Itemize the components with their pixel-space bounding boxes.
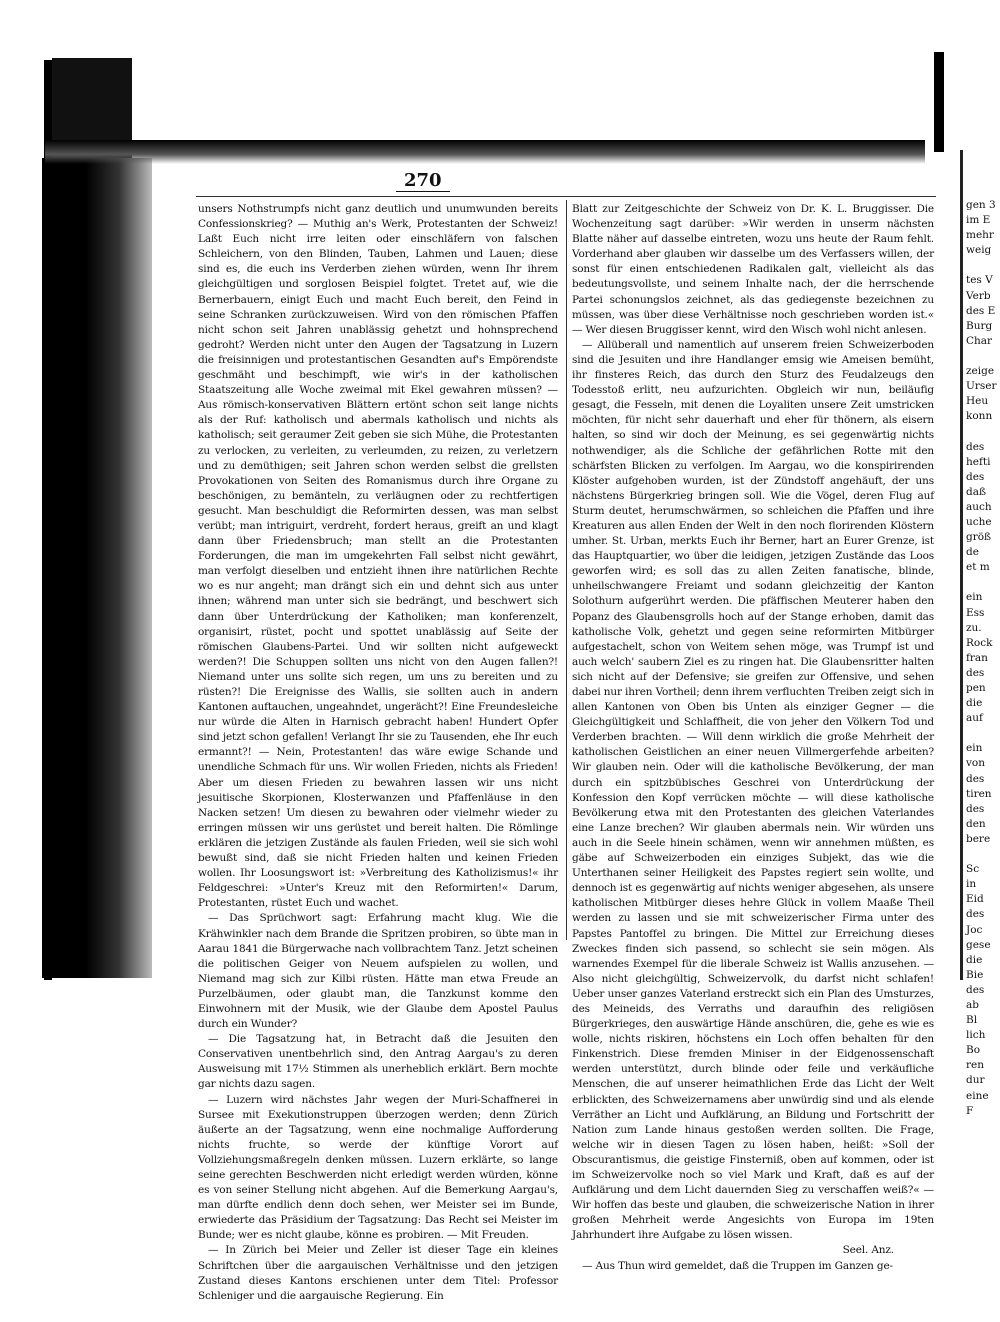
next-page-line: gen 3 xyxy=(966,199,996,211)
next-page-line: des E xyxy=(966,304,996,317)
next-page-line: tes V xyxy=(966,274,993,287)
next-page-line: des xyxy=(966,470,985,483)
paragraph: — Das Sprüchwort sagt: Erfahrung macht klug. Wie die Krähwinkler nach dem Brande die Spritzen probiren, so übte man in Aarau 1841 die Bürgerwache nach vollbrachtem Tanz. Jetzt scheinen die politischen Geiger von Neuem aufspielen zu wollen, und Niemand mag sich zur Kilbi rüsten. Hätte man etwa Freude an Purzelbäumen, oder glaubt man, die Tanzkunst komme den Einwohnern mit der Musik, wie der Glaube dem Apostel Paulus durch ein Wunder? xyxy=(198,912,558,1031)
next-page-line: Sc xyxy=(966,863,980,876)
next-page-line: im E xyxy=(966,214,991,227)
next-page-line: tiren xyxy=(966,787,992,800)
next-page-line: pen xyxy=(966,682,986,694)
next-page-line: Bl xyxy=(966,1014,978,1027)
right-column xyxy=(572,202,934,1274)
next-page-line xyxy=(966,258,1000,273)
paragraph: unsers Nothstrumpfs nicht ganz deutlich und unumwunden bereits Confessionskrieg? — Muthig an's Werk, Protestanten der Schweiz! Laßt Euch nicht irre leiten oder einschläfern von falschen Schleichern, von den Blinden, Tauben, Lahmen und Lauen; diese sind es, die euch ins Verderben ziehen würden, wenn Ihr ihrem gleichgültigen und sorglosen Beispiel folgtet. Tretet auf, wie die Bernerbauern, einigt Euch und macht Euch bereit, den Feind in seine Schranken zurückzuweisen. Wird von den römischen Pfaffen nicht schon seit Jahren unablässig gehetzt und hohnsprechend gedroht? Werden nicht unter den Augen der Tagsatzung in Luzern die freisinnigen und protestantischen Gesandten auf's Empörendste geschmäht und beschimpft, wie wir's in der katholischen Staatszeitung alle Woche zweimal mit Ekel gewahren müssen? — Aus römisch-konservativen Blättern ertönt schon seit lange nichts als der Ruf: katholisch und abermals katholisch und nichts als katholisch; seit geraumer Zeit geben sie sich Mühe, die Protestanten zu verlocken, zu verleiten, zu verleumden, zu reizen, zu verletzern und zu demüthigen; seit Jahren schon werden selbst die grellsten Provokationen von Seiten des Romanismus durch ihre Organe zu beschönigen, zu bemänteln, zu verläugnen oder zu rechtfertigen gesucht. Man beschuldigt die Reformirten dessen, was man selbst verübt; man intriguirt, verdreht, fordert heraus, greift an und klagt dann über Friedensbruch; man stellt an die Protestanten Forderungen, die man im umgekehrten Fall selbst nicht gewährt, man verfolgt dieselben und entzieht ihnen ihre natürlichen Rechte wo es nur angeht; man drängt sich ein und dehnt sich aus unter ihnen; während man unter sich sie bedrängt, und beschwert sich dann über Unterdrückung der Katholiken; man konferenzelt, organisirt, rüstet, pocht und spottet unablässig auf Seite der römischen Glaubens-Partei. Und wir sollten nicht aufgeweckt werden?! Die Schuppen sollten uns nicht von den Augen fallen?! Niemand unter uns sollte sich regen, um uns zu bereiten und zu rüsten?! Die Ereignisse des Wallis, sie sollten auch in andern Kantonen auftauchen, ungeahndet, ungerächt?! Eine Freundesleiche nur würde die Alten in Harnisch gebracht haben! Hundert Opfer sind jetzt schon gefallen! Verlangt Ihr sie zu Tausenden, ehe Ihr euch ermannt?! — Nein, Protestanten! das wäre ewige Schande und unendliche Schmach für uns. Wir wollen Frieden, nichts als Frieden! Aber um diesen Frieden zu bewahren lassen wir uns nicht jesuitische Skorpionen, Klosterwanzen und Pfaffenläuse in den Nacken setzen! Um diesen zu bewahren oder vielmehr wieder zu erringen müssen wir uns gerüstet und bereit halten. Die Römlinge erklären die jetzigen Zustände als faulen Frieden, weil sie sich wohl bewußt sind, daß sie nicht Frieden halten und keinen Frieden wollen. Ihr Loosungswort ist: »Verbreitung des Katholizismus!« ihr Feldgeschrei: »Unter's Kreuz mit den Reformirten!« Darum, Protestanten, rüstet Euch und wachet. xyxy=(198,203,558,910)
next-page-line: mehr xyxy=(966,229,994,242)
binding-shadow xyxy=(42,158,152,978)
next-page-line: hefti xyxy=(966,455,991,468)
next-page-line: Burg xyxy=(966,319,993,332)
next-page-line: auf xyxy=(966,712,983,725)
next-page-line: des xyxy=(966,666,985,679)
next-page-line: daß xyxy=(966,485,986,498)
next-page-line: ein xyxy=(966,742,983,755)
next-page-line: von xyxy=(966,757,986,770)
next-page-line: ein xyxy=(966,591,983,604)
next-page-line: Heu xyxy=(966,395,989,408)
next-page-line: Bie xyxy=(966,968,984,981)
next-page-line xyxy=(966,847,1000,862)
next-page-line: die xyxy=(966,697,983,710)
next-page-line xyxy=(966,349,1000,364)
next-page-line: fran xyxy=(966,651,988,664)
next-page-line: F xyxy=(966,1104,974,1117)
paragraph: — Luzern wird nächstes Jahr wegen der Muri-Schaffnerei in Sursee mit Exekutionstruppen überzogen werden; denn Zürich äußerte an der Tagsatzung, wenn eine nochmalige Aufforderung nichts fruchte, so werde der künftige Vorort auf Vollziehungsmaßregeln denken müssen. Luzern erklärte, so lange seine gerechten Beschwerden nicht erledigt werden würden, könne es von seiner Stellung nicht abgehen. Auf die Bemerkung Aargau's, man dürfte endlich denn doch sehen, wer Meister sei im Bunde, erwiederte das Präsidium der Tagsatzung: Das Recht sei Meister im Bunde; wer es nicht glaube, könne es probiren. — Mit Freuden. xyxy=(198,1093,558,1242)
page-top-shadow xyxy=(45,140,925,164)
header-rule xyxy=(196,196,936,197)
next-page-line: lich xyxy=(966,1029,986,1042)
next-page-line: weig xyxy=(966,244,992,257)
paragraph: — Aus Thun wird gemeldet, daß die Truppen im Ganzen ge- xyxy=(582,1259,893,1272)
next-page-line: bere xyxy=(966,832,991,845)
next-page-line: die xyxy=(966,953,983,966)
next-page-line: des xyxy=(966,802,985,815)
next-page-line: Ess xyxy=(966,606,985,619)
next-page-line: ren xyxy=(966,1059,984,1072)
next-page-line: Joc xyxy=(966,923,983,936)
next-page-line: Char xyxy=(966,334,993,347)
next-page-line: ab xyxy=(966,998,979,1011)
next-page-line xyxy=(966,726,1000,741)
source-signature: Seel. Anz. xyxy=(842,1244,894,1257)
next-page-line: Verb xyxy=(966,289,991,302)
gutter-edge xyxy=(960,150,963,980)
column-rule xyxy=(566,200,567,940)
next-page-line: dur xyxy=(966,1074,985,1087)
next-page-line: Rock xyxy=(966,636,993,649)
paragraph: — In Zürich bei Meier und Zeller ist dieser Tage ein kleines Schriftchen über die aargauischen Verhältnisse und den jetzigen Zustand dieses Kantons erschienen unter dem Titel: Professor Schleniger und die aargauische Regierung. Ein xyxy=(198,1244,558,1302)
next-page-line: des xyxy=(966,983,985,996)
next-page-line: auch xyxy=(966,500,992,513)
next-page-line: Eid xyxy=(966,893,984,906)
next-page-line xyxy=(966,424,1000,439)
next-page-line: zeige xyxy=(966,365,995,378)
next-page-line: Urser xyxy=(966,380,997,393)
next-page-fragment xyxy=(966,198,1000,1117)
page-number: 270 xyxy=(396,170,450,192)
next-page-line xyxy=(966,575,1000,590)
next-page-line: in xyxy=(966,878,977,891)
next-page-line: des xyxy=(966,908,985,921)
next-page-line: des xyxy=(966,772,985,785)
next-page-line: de xyxy=(966,546,979,559)
next-page-line: des xyxy=(966,440,985,453)
paragraph: — Allüberall und namentlich auf unserem freien Schweizerboden sind die Jesuiten und ihre Handlanger emsig wie Ameisen bemüht, ihr finsteres Reich, das durch den Sturz des Feudalzeugs den Todesstoß erlitt, neu aufzurichten. Obgleich wir nun, beiläufig gesagt, die Fesseln, mit denen die Loyaliten unsere Zeit umstricken möchten, für nicht sehr dauerhaft und eher für thönern, als eisern halten, so sind wir doch der Meinung, es sei gegenwärtig nichts nothwendiger, als die Schliche der gefährlichen Rotte mit den schärfsten Blicken zu verfolgen. Im Aargau, wo die konspirirenden Klöster aufgehoben wurden, ist der Zündstoff angehäuft, der uns nächstens Bürgerkrieg bringen soll. Wie die Vögel, deren Flug auf Sturm deutet, herumschwärmen, so schleichen die Pfaffen und ihre Kreaturen aus allen Enden der Welt in den noch florirenden Klöstern umher. St. Urban, merkts Euch ihr Berner, hart an Eurer Grenze, ist das Hauptquartier, wo über die leidigen, jetzigen Zustände das Loos geworfen wird; es soll das zu allen Zeiten fanatische, blinde, unheilschwangere Freiamt und sodann gleichzeitig der Kanton Solothurn aufgerührt werden. Die pfäffischen Meuterer haben den Popanz des Glaubensgrolls hoch auf der Stange erhoben, damit das katholische Volk, gehetzt und gegen seine reformirten Mitbürger aufgestachelt, schon von Weitem sehen möge, was Trumpf ist und auch welch' saubern Ziel es zu ringen hat. Die Glaubensritter halten sich nicht auf der Defensive; sie greifen zur Offensive, und sehen dabei nur ihren Vortheil; denn ihrem verfluchten Treiben zeigt sich in allen Kantonen von Oben bis Unten als einziger Gegner — die Gleichgültigkeit und Schlaffheit, die von jeher den Völkern Tod und Verderben brachten. — Will denn wirklich die große Mehrheit der katholischen Geistlichen an einer neuen Villmergerfehde arbeiten? Wir glauben nein. Oder will die katholische Bevölkerung, der man durch ein spitzbübisches Geschrei von Unterdrückung der Konfession den Kopf verrücken möchte — will diese katholische Bevölkerung etwa mit den Protestanten des gleichen Vaterlandes eine Lanze brechen? Wir glauben abermals nein. Wir würden uns auch in die Seele hinein schämen, wenn wir annehmen müßten, es gäbe auf Schweizerboden ein einziges Subjekt, das wie die Unterthanen seiner Heiligkeit des Papstes regiert sein wollte, und dennoch ist es gegenwärtig auf nichts weniger abgesehen, als unsere katholischen Mitbürger dieses hehre Glück in vollem Maaße Theil werden zu lassen und sie mit schweizerischer Firma unter des Papstes Pantoffel zu bringen. Die Mittel zur Erreichung dieses Zweckes finden sich passend, so schlecht sie sein mögen. Als warnendes Exempel für die liberale Schweiz ist Wallis anzusehen. — Also nicht gleichgültig, Schweizervolk, du darfst nicht schlafen! Ueber unser ganzes Vaterland erstreckt sich ein Plan des Umsturzes, des Meineids, des Verraths und daraufhin des religiösen Bürgerkrieges, den auswärtige Hände anschüren, die, gehe es wie es wolle, nichts riskiren, höchstens ein Loch offen behalten für den Finkenstrich. Diese fremden Miniser in der Eidgenossenschaft werden unterstützt, durch blinde oder feile und verkäufliche Menschen, die auf unserer heimathlichen Erde das Licht der Welt erblickten, des Schweizernamens aber unwürdig sind und als elende Verräther an Licht und Aufklärung, an Bildung und Fortschritt der Nation zum Lande hinaus gestoßen werden sollten. Die Frage, welche wir in diesen Tagen zu lösen haben, heißt: »Soll der Obscurantismus, die geistige Finsterniß, oben auf kommen, oder ist im Schweizervolke noch so viel Mark und Kraft, daß es auf der Aufklärung und dem Licht dauernden Sieg zu verschaffen weiß?« — Wir hoffen das beste und glauben, die schweizerische Nation in ihrer großen Mehrheit werde Angesichts von Europa im 19ten Jahrhundert ihre Aufgabe zu lösen wissen. xyxy=(572,338,934,1242)
next-page-line: et m xyxy=(966,561,990,574)
next-page-line: Bo xyxy=(966,1044,981,1057)
gutter-bar xyxy=(934,52,944,152)
next-page-line: uche xyxy=(966,515,992,528)
next-page-line: konn xyxy=(966,410,993,423)
paragraph: — Die Tagsatzung hat, in Betracht daß die Jesuiten den Conservativen unentbehrlich sind, den Antrag Aargau's zu deren Ausweisung mit 17½ Stimmen als unerheblich erklärt. Bern mochte gar nichts dazu sagen. xyxy=(198,1033,558,1091)
next-page-line: größ xyxy=(966,531,992,544)
paragraph: Blatt zur Zeitgeschichte der Schweiz von Dr. K. L. Bruggisser. Die Wochenzeitung sagt darüber: »Wir werden in unserm nächsten Blatte näher auf dasselbe eintreten, wozu uns heute der Raum fehlt. Vorderhand aber glauben wir dasselbe um des Verfassers willen, der sonst für einen entschiedenen Radikalen galt, vielleicht als das bedeutungsvollste, und seinem Inhalte nach, der die herrschende Partei schonungslos zeichnet, als das gediegenste bezeichnen zu müssen, was über diese Verhältnisse noch geschrieben worden ist.« — Wer diesen Bruggisser kennt, wird den Wisch wohl nicht anlesen. xyxy=(572,203,934,336)
next-page-line: eine xyxy=(966,1089,989,1102)
left-column xyxy=(198,202,558,1304)
next-page-line: gese xyxy=(966,938,991,951)
next-page-line: zu. xyxy=(966,621,982,634)
next-page-line: den xyxy=(966,817,986,830)
